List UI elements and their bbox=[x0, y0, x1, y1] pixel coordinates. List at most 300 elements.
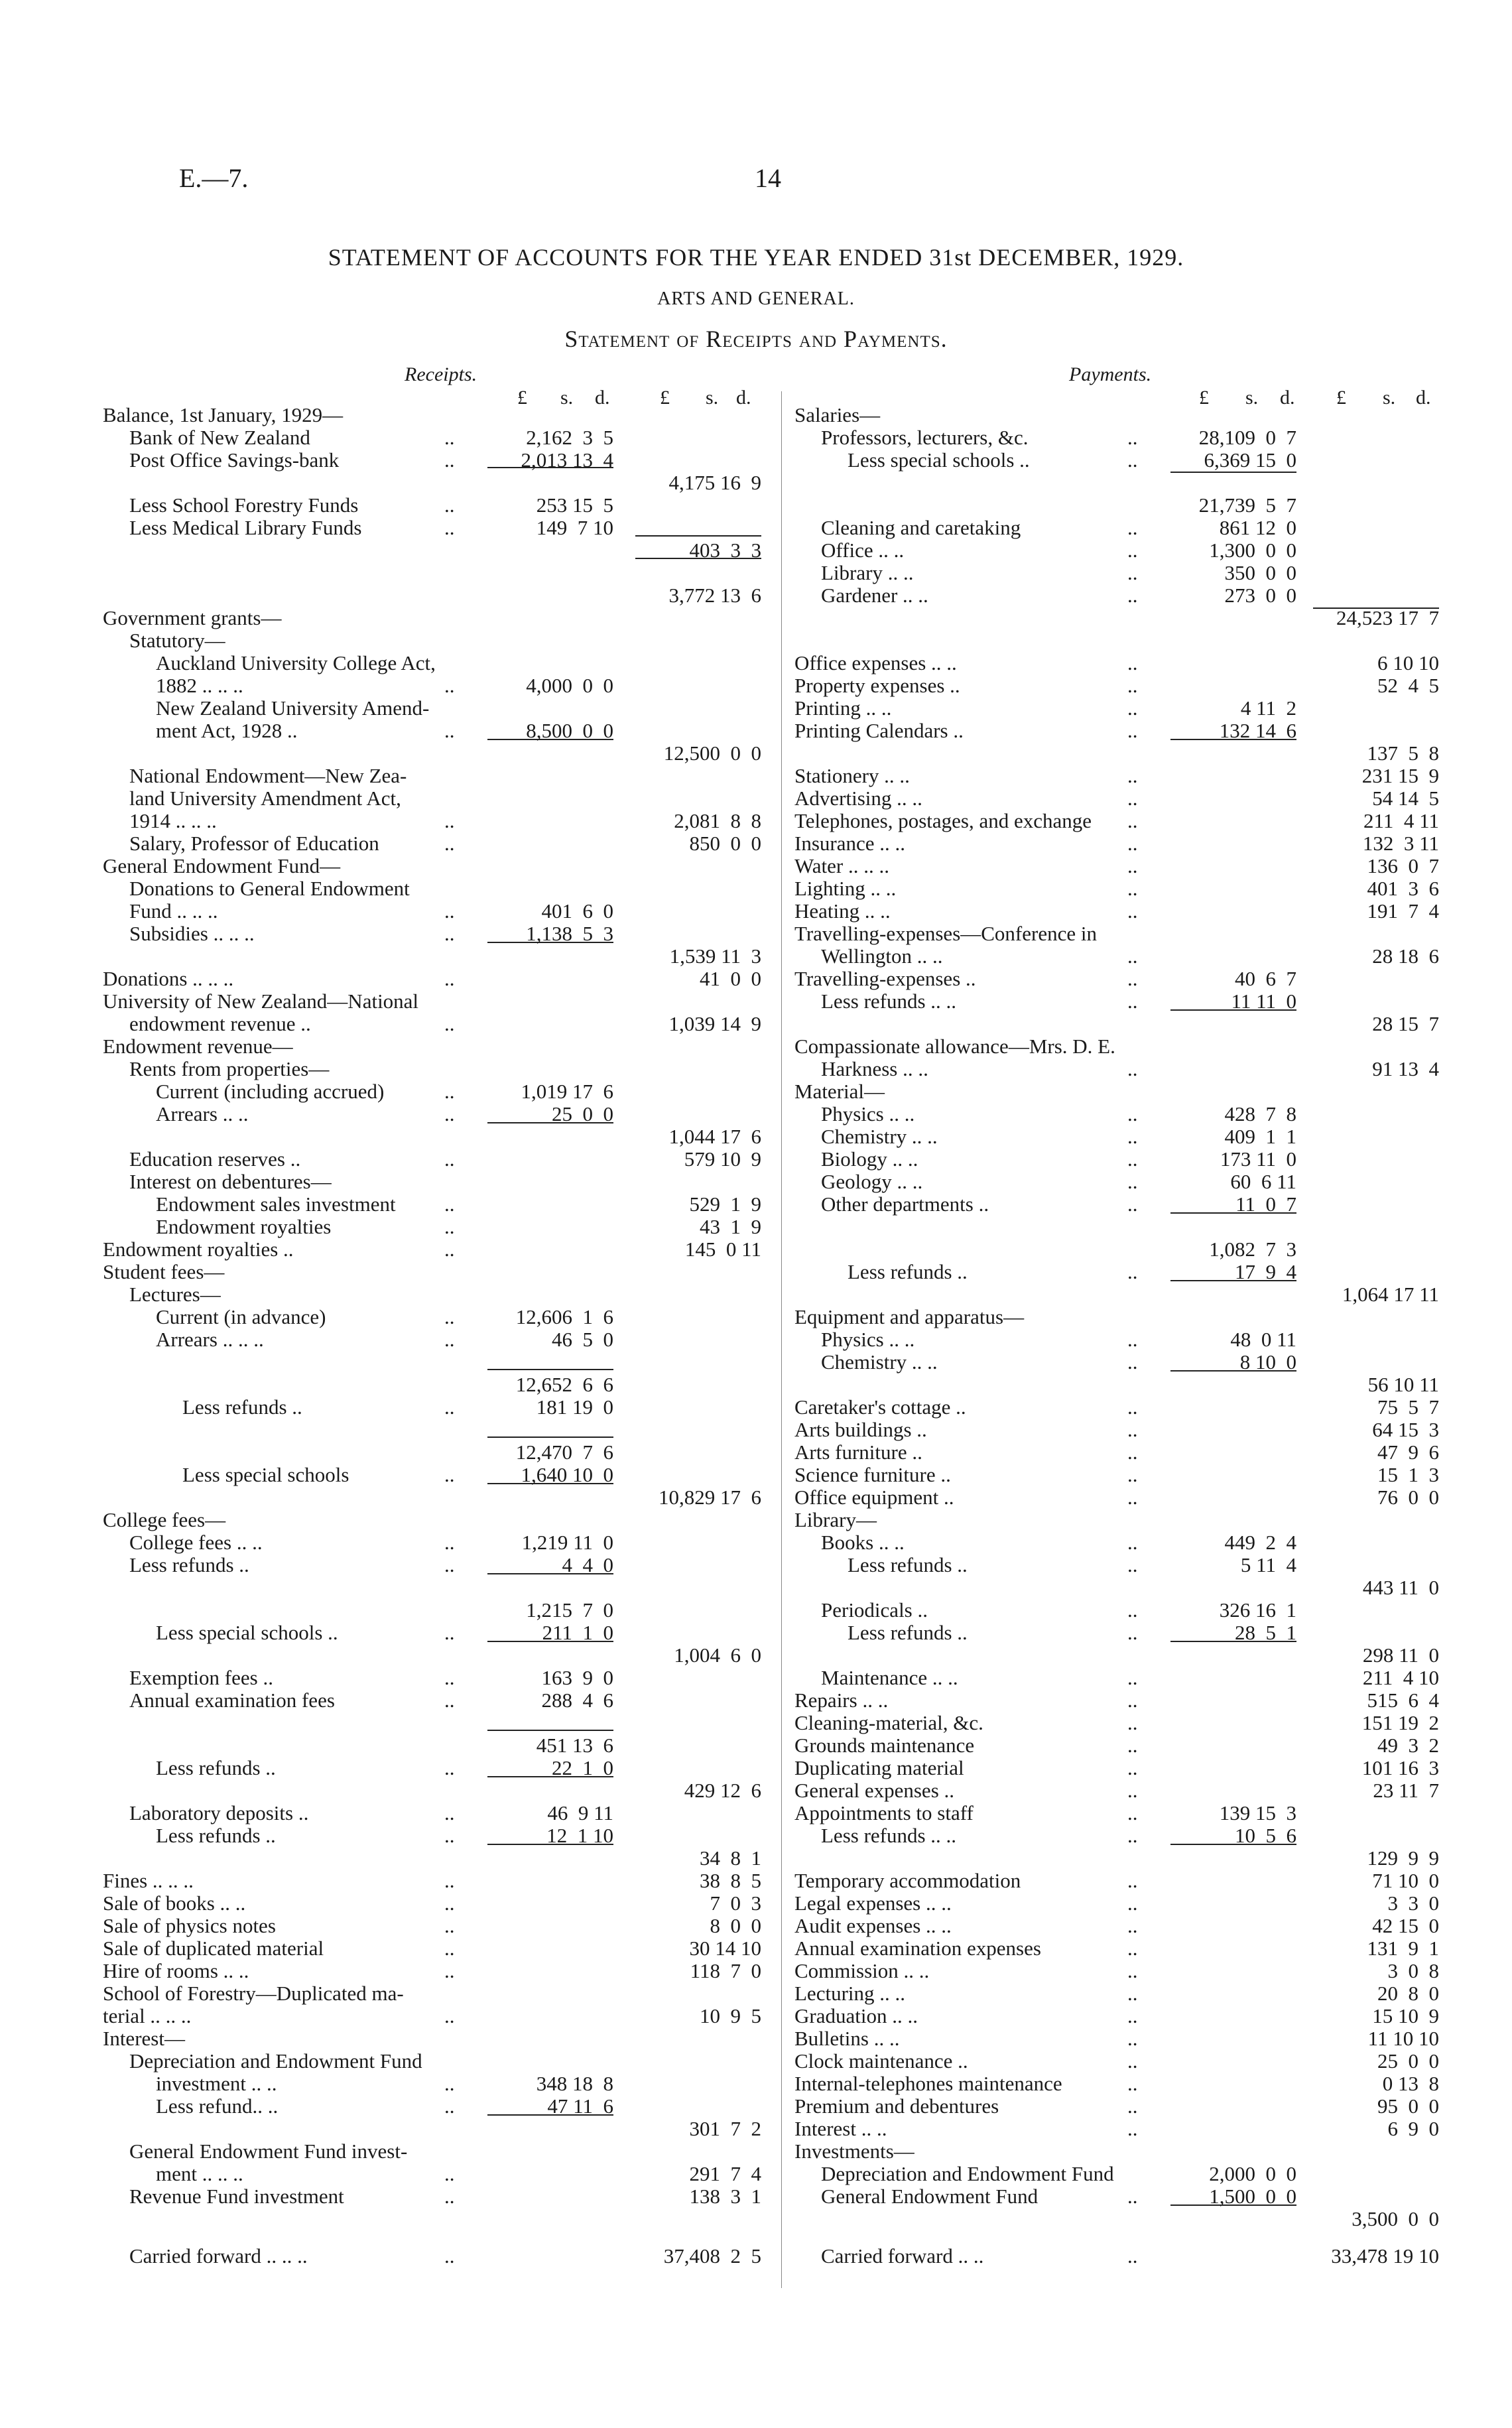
leader-dots: .. bbox=[1127, 967, 1138, 990]
receipts-row bbox=[0, 472, 1512, 494]
row-label: Sale of books .. .. bbox=[103, 1891, 246, 1915]
row-label: Education reserves .. bbox=[129, 1147, 301, 1171]
payments-row bbox=[0, 2163, 1512, 2185]
amount-total: 401 3 6 bbox=[1367, 877, 1439, 900]
leader-dots: .. bbox=[444, 809, 455, 832]
amount-total: 191 7 4 bbox=[1367, 899, 1439, 923]
amount-total: 23 11 7 bbox=[1373, 1779, 1439, 1802]
amount-subtotal: 1,082 7 3 bbox=[1209, 1238, 1296, 1261]
leader-dots: .. bbox=[1127, 674, 1138, 697]
payments-row bbox=[0, 968, 1512, 990]
row-label: Annual examination expenses bbox=[794, 1937, 1041, 1960]
leader-dots: .. bbox=[1127, 1756, 1138, 1779]
payments-row bbox=[0, 1892, 1512, 1915]
leader-dots: .. bbox=[1127, 1328, 1138, 1351]
row-label: land University Amendment Act, bbox=[129, 787, 401, 810]
unit-shilling: s. bbox=[1383, 387, 1396, 409]
row-label: Donations to General Endowment bbox=[129, 877, 410, 900]
amount-total: 151 19 2 bbox=[1361, 1711, 1439, 1734]
row-label: Physics .. .. bbox=[821, 1102, 915, 1125]
row-label: Carried forward .. .. .. bbox=[129, 2244, 308, 2268]
sum-rule bbox=[1170, 1370, 1296, 1372]
leader-dots: .. bbox=[444, 1463, 455, 1486]
amount-subtotal: 4,000 0 0 bbox=[526, 674, 613, 697]
amount-total: 301 7 2 bbox=[689, 2117, 761, 2140]
row-label: Physics .. .. bbox=[821, 1328, 915, 1351]
payments-row bbox=[0, 607, 1512, 629]
row-label: Donations .. .. .. bbox=[103, 967, 234, 990]
row-label: School of Forestry—Duplicated ma- bbox=[103, 1982, 404, 2005]
amount-total: 47 9 6 bbox=[1377, 1440, 1439, 1464]
row-label: Less Medical Library Funds bbox=[129, 516, 362, 539]
amount-subtotal: 4 11 2 bbox=[1240, 696, 1296, 720]
row-label: Less refunds .. .. bbox=[821, 1824, 957, 1847]
amount-total: 3,772 13 6 bbox=[668, 584, 761, 607]
payments-row bbox=[0, 652, 1512, 674]
amount-total: 291 7 4 bbox=[689, 2162, 761, 2185]
amount-subtotal: 21,739 5 7 bbox=[1198, 493, 1296, 517]
leader-dots: .. bbox=[1127, 696, 1138, 720]
leader-dots: .. bbox=[1127, 2027, 1138, 2050]
leader-dots: .. bbox=[1127, 1982, 1138, 2005]
row-label: Internal-telephones maintenance bbox=[794, 2072, 1062, 2095]
leader-dots: .. bbox=[1127, 899, 1138, 923]
amount-total: 1,064 17 11 bbox=[1342, 1283, 1439, 1306]
leader-dots: .. bbox=[1127, 1057, 1138, 1080]
payments-row bbox=[0, 1171, 1512, 1193]
amount-total: 529 1 9 bbox=[689, 1192, 761, 1216]
row-label: Property expenses .. bbox=[794, 674, 960, 697]
leader-dots: .. bbox=[1127, 1486, 1138, 1509]
row-label: Library .. .. bbox=[821, 561, 914, 584]
row-label: Biology .. .. bbox=[821, 1147, 918, 1171]
leader-dots: .. bbox=[444, 1937, 455, 1960]
payments-row bbox=[0, 1531, 1512, 1554]
leader-dots: .. bbox=[1127, 1801, 1138, 1824]
amount-total: 33,478 19 10 bbox=[1331, 2244, 1439, 2268]
payments-row bbox=[0, 855, 1512, 877]
row-label: Cleaning-material, &c. bbox=[794, 1711, 983, 1734]
leader-dots: .. bbox=[1127, 877, 1138, 900]
row-label: Other departments .. bbox=[821, 1192, 989, 1216]
row-label: Office expenses .. .. bbox=[794, 651, 957, 674]
row-label: 1914 .. .. .. bbox=[129, 809, 217, 832]
amount-subtotal: 28 5 1 bbox=[1235, 1621, 1296, 1644]
amount-subtotal: 163 9 0 bbox=[541, 1666, 613, 1689]
payments-row bbox=[0, 1103, 1512, 1125]
row-label: Less refunds .. .. bbox=[821, 990, 957, 1013]
row-label: Caretaker's cottage .. bbox=[794, 1395, 966, 1419]
payments-row bbox=[0, 2140, 1512, 2163]
leader-dots: .. bbox=[444, 2162, 455, 2185]
amount-subtotal: 5 11 4 bbox=[1240, 1553, 1296, 1576]
row-label: Telephones, postages, and exchange bbox=[794, 809, 1092, 832]
row-label: Fines .. .. .. bbox=[103, 1869, 194, 1892]
amount-total: 3 0 8 bbox=[1387, 1959, 1439, 1982]
row-label: Less refunds .. bbox=[129, 1553, 249, 1576]
payments-row bbox=[0, 2073, 1512, 2095]
payments-row bbox=[0, 1937, 1512, 1960]
payments-row bbox=[0, 404, 1512, 426]
leader-dots: .. bbox=[1127, 832, 1138, 855]
payments-row bbox=[0, 810, 1512, 832]
amount-total: 15 10 9 bbox=[1372, 2004, 1439, 2027]
amount-subtotal: 12,606 1 6 bbox=[515, 1305, 613, 1328]
amount-total: 71 10 0 bbox=[1372, 1869, 1439, 1892]
row-label: Cleaning and caretaking bbox=[821, 516, 1021, 539]
row-label: Travelling-expenses—Conference in bbox=[794, 922, 1097, 945]
row-label: Compassionate allowance—Mrs. D. E. bbox=[794, 1035, 1115, 1058]
leader-dots: .. bbox=[1127, 764, 1138, 787]
leader-dots: .. bbox=[444, 1959, 455, 1982]
leader-dots: .. bbox=[444, 1553, 455, 1576]
leader-dots: .. bbox=[444, 1801, 455, 1824]
amount-total: 3,500 0 0 bbox=[1352, 2207, 1439, 2230]
leader-dots: .. bbox=[1127, 1192, 1138, 1216]
amount-total: 37,408 2 5 bbox=[663, 2244, 761, 2268]
leader-dots: .. bbox=[1127, 1666, 1138, 1689]
amount-total: 30 14 10 bbox=[689, 1937, 761, 1960]
leader-dots: .. bbox=[1127, 719, 1138, 742]
leader-dots: .. bbox=[444, 1305, 455, 1328]
row-label: Office equipment .. bbox=[794, 1486, 954, 1509]
unit-pence: d. bbox=[1416, 387, 1431, 409]
amount-total: 211 4 10 bbox=[1362, 1666, 1439, 1689]
row-label: General Endowment Fund invest- bbox=[129, 2140, 408, 2163]
amount-total: 7 0 3 bbox=[710, 1891, 761, 1915]
row-label: Material— bbox=[794, 1080, 885, 1103]
leader-dots: .. bbox=[444, 1869, 455, 1892]
row-label: Maintenance .. .. bbox=[821, 1666, 958, 1689]
amount-total: 298 11 0 bbox=[1362, 1643, 1439, 1667]
row-label: Annual examination fees bbox=[129, 1689, 335, 1712]
amount-subtotal: 6,369 15 0 bbox=[1204, 448, 1296, 472]
amount-total: 41 0 0 bbox=[700, 967, 761, 990]
row-label: Printing .. .. bbox=[794, 696, 892, 720]
leader-dots: .. bbox=[1127, 1260, 1138, 1283]
payments-row bbox=[0, 449, 1512, 472]
row-label: Geology .. .. bbox=[821, 1170, 923, 1193]
leader-dots: .. bbox=[444, 1531, 455, 1554]
amount-total: 1,004 6 0 bbox=[674, 1643, 761, 1667]
page-number: 14 bbox=[755, 163, 781, 193]
amount-total: 2,081 8 8 bbox=[674, 809, 761, 832]
row-label: Audit expenses .. .. bbox=[794, 1914, 952, 1937]
amount-subtotal: 451 13 6 bbox=[536, 1734, 613, 1757]
row-label: Heating .. .. bbox=[794, 899, 891, 923]
unit-pound: £ bbox=[517, 387, 527, 409]
row-label: Less special schools .. bbox=[156, 1621, 338, 1644]
leader-dots: .. bbox=[1127, 1711, 1138, 1734]
amount-total: 138 3 1 bbox=[689, 2185, 761, 2208]
leader-dots: .. bbox=[1127, 1102, 1138, 1125]
row-label: Less refunds .. bbox=[182, 1395, 302, 1419]
amount-subtotal: 326 16 1 bbox=[1219, 1598, 1296, 1622]
payments-row bbox=[0, 1644, 1512, 1667]
row-label: Gardener .. .. bbox=[821, 584, 928, 607]
leader-dots: .. bbox=[1127, 990, 1138, 1013]
row-label: Less special schools .. bbox=[848, 448, 1030, 472]
amount-total: 24,523 17 7 bbox=[1336, 606, 1439, 629]
amount-subtotal: 17 9 4 bbox=[1235, 1260, 1296, 1283]
row-label: Interest on debentures— bbox=[129, 1170, 332, 1193]
leader-dots: .. bbox=[444, 1102, 455, 1125]
amount-subtotal: 409 1 1 bbox=[1224, 1125, 1296, 1148]
leader-dots: .. bbox=[444, 2004, 455, 2027]
leader-dots: .. bbox=[444, 2094, 455, 2118]
amount-total: 91 13 4 bbox=[1372, 1057, 1439, 1080]
amount-total: 443 11 0 bbox=[1362, 1576, 1439, 1599]
row-label: Carried forward .. .. bbox=[821, 2244, 984, 2268]
row-label: Periodicals .. bbox=[821, 1598, 928, 1622]
amount-total: 6 10 10 bbox=[1377, 651, 1439, 674]
amount-total: 28 18 6 bbox=[1372, 944, 1439, 968]
row-label: Arrears .. .. bbox=[156, 1102, 249, 1125]
payments-row bbox=[0, 1509, 1512, 1531]
row-label: Sale of duplicated material bbox=[103, 1937, 324, 1960]
amount-total: 52 4 5 bbox=[1377, 674, 1439, 697]
amount-total: 76 0 0 bbox=[1377, 1486, 1439, 1509]
payments-row bbox=[0, 1689, 1512, 1712]
payments-row bbox=[0, 1734, 1512, 1757]
leader-dots: .. bbox=[1127, 1891, 1138, 1915]
amount-total: 118 7 0 bbox=[690, 1959, 761, 1982]
payments-row bbox=[0, 1757, 1512, 1779]
leader-dots: .. bbox=[1127, 1170, 1138, 1193]
row-label: Student fees— bbox=[103, 1260, 225, 1283]
row-label: Lighting .. .. bbox=[794, 877, 897, 900]
row-label: Depreciation and Endowment Fund bbox=[129, 2049, 422, 2073]
row-label: Less refund.. .. bbox=[156, 2094, 279, 2118]
sum-rule bbox=[1170, 739, 1296, 740]
payments-row bbox=[0, 1283, 1512, 1306]
payments-row bbox=[0, 1396, 1512, 1419]
leader-dots: .. bbox=[1127, 1125, 1138, 1148]
row-label: Salary, Professor of Education bbox=[129, 832, 379, 855]
amount-total: 75 5 7 bbox=[1377, 1395, 1439, 1419]
row-label: Interest— bbox=[103, 2027, 185, 2050]
leader-dots: .. bbox=[1127, 2244, 1138, 2268]
leader-dots: .. bbox=[1127, 944, 1138, 968]
amount-subtotal: 11 0 7 bbox=[1235, 1192, 1296, 1216]
row-label: Less refunds .. bbox=[848, 1260, 968, 1283]
row-label: College fees— bbox=[103, 1508, 226, 1531]
row-label: Appointments to staff bbox=[794, 1801, 974, 1824]
payments-row bbox=[0, 923, 1512, 945]
amount-subtotal: 1,019 17 6 bbox=[521, 1080, 613, 1103]
row-label: Exemption fees .. bbox=[129, 1666, 273, 1689]
row-label: ment Act, 1928 .. bbox=[156, 719, 298, 742]
leader-dots: .. bbox=[444, 1891, 455, 1915]
receipts-row bbox=[0, 1216, 1512, 1238]
leader-dots: .. bbox=[1127, 787, 1138, 810]
payments-row bbox=[0, 1982, 1512, 2005]
amount-total: 34 8 1 bbox=[700, 1846, 761, 1870]
leader-dots: .. bbox=[444, 1666, 455, 1689]
amount-total: 429 12 6 bbox=[684, 1779, 761, 1802]
payments-row bbox=[0, 1013, 1512, 1035]
payments-row bbox=[0, 1667, 1512, 1689]
row-label: Endowment royalties .. bbox=[103, 1238, 294, 1261]
leader-dots: .. bbox=[444, 1328, 455, 1351]
page-ref: E.—7. bbox=[179, 163, 249, 193]
row-label: Lecturing .. .. bbox=[794, 1982, 906, 2005]
leader-dots: .. bbox=[1127, 1824, 1138, 1847]
amount-total: 11 10 10 bbox=[1367, 2027, 1439, 2050]
amount-subtotal: 2,000 0 0 bbox=[1209, 2162, 1296, 2185]
leader-dots: .. bbox=[1127, 1621, 1138, 1644]
row-label: University of New Zealand—National bbox=[103, 990, 419, 1013]
amount-total: 4,175 16 9 bbox=[668, 471, 761, 494]
leader-dots: .. bbox=[444, 1756, 455, 1779]
leader-dots: .. bbox=[1127, 2094, 1138, 2118]
leader-dots: .. bbox=[1127, 1937, 1138, 1960]
amount-total: 38 8 5 bbox=[700, 1869, 761, 1892]
leader-dots: .. bbox=[1127, 1869, 1138, 1892]
unit-shilling: s. bbox=[560, 387, 574, 409]
payments-row bbox=[0, 765, 1512, 787]
row-label: Duplicating material bbox=[794, 1756, 964, 1779]
row-label: Library— bbox=[794, 1508, 877, 1531]
payments-row bbox=[0, 1328, 1512, 1351]
amount-total: 579 10 9 bbox=[684, 1147, 761, 1171]
row-label: General expenses .. bbox=[794, 1779, 955, 1802]
row-label: Insurance .. .. bbox=[794, 832, 905, 855]
amount-total: 54 14 5 bbox=[1372, 787, 1439, 810]
payments-row bbox=[0, 2118, 1512, 2140]
sum-rule bbox=[1170, 1280, 1296, 1281]
row-label: Arts furniture .. bbox=[794, 1440, 922, 1464]
row-label: Premium and debentures bbox=[794, 2094, 999, 2118]
payments-row bbox=[0, 1486, 1512, 1509]
amount-subtotal: 401 6 0 bbox=[541, 899, 613, 923]
payments-row bbox=[0, 1464, 1512, 1486]
amount-subtotal: 12,470 7 6 bbox=[515, 1440, 613, 1464]
payments-row bbox=[0, 900, 1512, 923]
row-label: Arts buildings .. bbox=[794, 1418, 927, 1441]
amount-total: 132 3 11 bbox=[1362, 832, 1439, 855]
amount-subtotal: 211 1 0 bbox=[542, 1621, 613, 1644]
row-label: Current (including accrued) bbox=[156, 1080, 385, 1103]
row-label: Auckland University College Act, bbox=[156, 651, 436, 674]
payments-row bbox=[0, 2245, 1512, 2268]
row-label: Stationery .. .. bbox=[794, 764, 910, 787]
payments-row bbox=[0, 1960, 1512, 1982]
amount-subtotal: 46 9 11 bbox=[547, 1801, 613, 1824]
receipts-row bbox=[0, 629, 1512, 652]
amount-total: 231 15 9 bbox=[1361, 764, 1439, 787]
row-label: Balance, 1st January, 1929— bbox=[103, 403, 344, 426]
amount-total: 3 3 0 bbox=[1387, 1891, 1439, 1915]
unit-pence: d. bbox=[595, 387, 610, 409]
amount-subtotal: 8 10 0 bbox=[1239, 1350, 1296, 1374]
payments-row bbox=[0, 1238, 1512, 1261]
amount-subtotal: 28,109 0 7 bbox=[1198, 426, 1296, 449]
amount-subtotal: 1,138 5 3 bbox=[526, 922, 613, 945]
amount-total: 10 9 5 bbox=[700, 2004, 761, 2027]
sum-rule bbox=[1170, 1212, 1296, 1214]
amount-total: 131 9 1 bbox=[1367, 1937, 1439, 1960]
leader-dots: .. bbox=[1127, 1553, 1138, 1576]
amount-subtotal: 60 6 11 bbox=[1230, 1170, 1296, 1193]
amount-total: 49 3 2 bbox=[1377, 1734, 1439, 1757]
row-label: Less refunds .. bbox=[848, 1621, 968, 1644]
row-label: Grounds maintenance bbox=[794, 1734, 975, 1757]
amount-total: 10,829 17 6 bbox=[659, 1486, 761, 1509]
leader-dots: .. bbox=[444, 922, 455, 945]
leader-dots: .. bbox=[1127, 1350, 1138, 1374]
payments-row bbox=[0, 742, 1512, 765]
row-label: Post Office Savings-bank bbox=[129, 448, 340, 472]
amount-subtotal: 12 1 10 bbox=[546, 1824, 613, 1847]
payments-row bbox=[0, 1441, 1512, 1464]
row-label: Advertising .. .. bbox=[794, 787, 922, 810]
unit-pound: £ bbox=[1336, 387, 1346, 409]
payments-row bbox=[0, 1035, 1512, 1058]
leader-dots: .. bbox=[1127, 584, 1138, 607]
row-label: Hire of rooms .. .. bbox=[103, 1959, 249, 1982]
receipts-heading: Receipts. bbox=[405, 363, 477, 385]
amount-subtotal: 149 7 10 bbox=[536, 516, 613, 539]
row-label: Rents from properties— bbox=[129, 1057, 330, 1080]
payments-row bbox=[0, 2050, 1512, 2073]
row-label: Revenue Fund investment bbox=[129, 2185, 344, 2208]
row-label: Endowment revenue— bbox=[103, 1035, 293, 1058]
payments-row bbox=[0, 517, 1512, 539]
row-label: Printing Calendars .. bbox=[794, 719, 964, 742]
row-label: Office .. .. bbox=[821, 539, 905, 562]
row-label: Less refunds .. bbox=[848, 1553, 968, 1576]
row-label: Temporary accommodation bbox=[794, 1869, 1021, 1892]
payments-row bbox=[0, 1576, 1512, 1599]
leader-dots: .. bbox=[1127, 1418, 1138, 1441]
sum-rule bbox=[1170, 1009, 1296, 1011]
amount-subtotal: 861 12 0 bbox=[1219, 516, 1296, 539]
leader-dots: .. bbox=[444, 1689, 455, 1712]
row-label: Commission .. .. bbox=[794, 1959, 930, 1982]
row-label: Fund .. .. .. bbox=[129, 899, 218, 923]
row-label: investment .. .. bbox=[156, 2072, 277, 2095]
row-label: Wellington .. .. bbox=[821, 944, 943, 968]
row-label: Statutory— bbox=[129, 629, 225, 652]
amount-subtotal: 22 1 0 bbox=[552, 1756, 613, 1779]
leader-dots: .. bbox=[444, 1192, 455, 1216]
row-label: Repairs .. .. bbox=[794, 1689, 889, 1712]
unit-shilling: s. bbox=[706, 387, 719, 409]
payments-heading: Payments. bbox=[1069, 363, 1152, 385]
leader-dots: .. bbox=[444, 1238, 455, 1261]
row-label: Sale of physics notes bbox=[103, 1914, 276, 1937]
row-label: Science furniture .. bbox=[794, 1463, 951, 1486]
leader-dots: .. bbox=[1127, 426, 1138, 449]
payments-row bbox=[0, 1870, 1512, 1892]
amount-subtotal: 348 18 8 bbox=[536, 2072, 613, 2095]
leader-dots: .. bbox=[1127, 539, 1138, 562]
leader-dots: .. bbox=[1127, 1598, 1138, 1622]
leader-dots: .. bbox=[1127, 516, 1138, 539]
leader-dots: .. bbox=[1127, 2072, 1138, 2095]
amount-total: 43 1 9 bbox=[700, 1215, 761, 1238]
row-label: Endowment sales investment bbox=[156, 1192, 396, 1216]
payments-row bbox=[0, 2208, 1512, 2230]
amount-total: 12,500 0 0 bbox=[663, 741, 761, 765]
leader-dots: .. bbox=[444, 1621, 455, 1644]
amount-subtotal: 48 0 11 bbox=[1230, 1328, 1296, 1351]
amount-total: 64 15 3 bbox=[1372, 1418, 1439, 1441]
leader-dots: .. bbox=[1127, 2117, 1138, 2140]
row-label: Depreciation and Endowment Fund bbox=[821, 2162, 1114, 2185]
amount-subtotal: 2,162 3 5 bbox=[526, 426, 613, 449]
